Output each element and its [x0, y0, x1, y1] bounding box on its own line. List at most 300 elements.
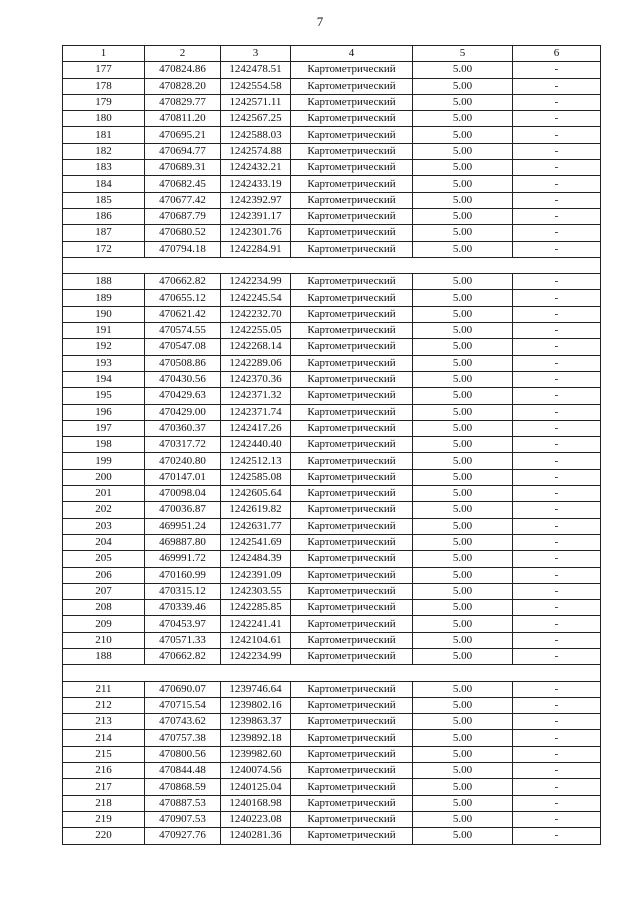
table-cell: 5.00	[413, 518, 513, 534]
table-cell: Картометрический	[291, 567, 413, 583]
table-cell: -	[513, 404, 601, 420]
table-cell: 5.00	[413, 274, 513, 290]
table-cell: -	[513, 551, 601, 567]
table-row	[63, 62, 601, 78]
table-cell: 470694.77	[145, 143, 221, 159]
table-cell: 1242567.25	[221, 111, 291, 127]
table-cell: 215	[63, 746, 145, 762]
table-cell: 5.00	[413, 208, 513, 224]
table-cell: 470453.97	[145, 616, 221, 632]
table-cell: -	[513, 388, 601, 404]
table-cell: 1242440.40	[221, 437, 291, 453]
table-cell: Картометрический	[291, 502, 413, 518]
table-row	[63, 583, 601, 599]
table-row	[63, 779, 601, 795]
table-cell: 1242605.64	[221, 486, 291, 502]
table-cell: 1242303.55	[221, 583, 291, 599]
table-cell: 191	[63, 323, 145, 339]
table-cell: 1239863.37	[221, 714, 291, 730]
table-cell: 5.00	[413, 551, 513, 567]
table-row	[63, 518, 601, 534]
table-cell: -	[513, 62, 601, 78]
table-cell: 1242232.70	[221, 306, 291, 322]
table-cell: 470315.12	[145, 583, 221, 599]
coordinates-table	[62, 45, 601, 845]
column-header: 3	[221, 46, 291, 62]
table-cell: Картометрический	[291, 714, 413, 730]
table-cell: -	[513, 486, 601, 502]
table-cell: 208	[63, 600, 145, 616]
table-cell: 470240.80	[145, 453, 221, 469]
table-cell: Картометрический	[291, 811, 413, 827]
table-cell: Картометрический	[291, 111, 413, 127]
table-cell: 5.00	[413, 502, 513, 518]
table-cell: 5.00	[413, 763, 513, 779]
table-cell: -	[513, 339, 601, 355]
table-cell: Картометрический	[291, 290, 413, 306]
table-cell: Картометрический	[291, 388, 413, 404]
table-row	[63, 274, 601, 290]
table-cell: Картометрический	[291, 518, 413, 534]
table-cell: Картометрический	[291, 697, 413, 713]
column-header: 2	[145, 46, 221, 62]
table-cell: 190	[63, 306, 145, 322]
table-cell: -	[513, 534, 601, 550]
table-cell: 470574.55	[145, 323, 221, 339]
table-cell: Картометрический	[291, 681, 413, 697]
table-cell: 469887.80	[145, 534, 221, 550]
table-row	[63, 486, 601, 502]
table-cell: 5.00	[413, 127, 513, 143]
table-cell: 203	[63, 518, 145, 534]
table-cell: -	[513, 469, 601, 485]
table-cell: 184	[63, 176, 145, 192]
table-cell: Картометрический	[291, 208, 413, 224]
column-header: 4	[291, 46, 413, 62]
table-cell: 470508.86	[145, 355, 221, 371]
table-row	[63, 160, 601, 176]
table-row	[63, 828, 601, 844]
table-cell: 218	[63, 795, 145, 811]
table-cell: 177	[63, 62, 145, 78]
table-cell: 207	[63, 583, 145, 599]
table-cell: 470824.86	[145, 62, 221, 78]
table-cell: 5.00	[413, 779, 513, 795]
table-cell: -	[513, 290, 601, 306]
table-cell: -	[513, 274, 601, 290]
table-row	[63, 225, 601, 241]
table-cell: Картометрический	[291, 730, 413, 746]
table-row	[63, 339, 601, 355]
table-cell: 5.00	[413, 420, 513, 436]
table-cell: 1242301.76	[221, 225, 291, 241]
table-cell: 5.00	[413, 94, 513, 110]
table-cell: 470682.45	[145, 176, 221, 192]
table-cell: 200	[63, 469, 145, 485]
table-cell: Картометрический	[291, 323, 413, 339]
table-row	[63, 746, 601, 762]
table-cell: 1239892.18	[221, 730, 291, 746]
table-cell: 189	[63, 290, 145, 306]
table-cell: -	[513, 371, 601, 387]
table-cell: 1242433.19	[221, 176, 291, 192]
table-row	[63, 208, 601, 224]
table-cell: 194	[63, 371, 145, 387]
table-cell: -	[513, 143, 601, 159]
table-cell: 470907.53	[145, 811, 221, 827]
table-row	[63, 127, 601, 143]
table-cell: 470662.82	[145, 274, 221, 290]
table-cell: -	[513, 616, 601, 632]
table-cell: Картометрический	[291, 486, 413, 502]
table-row	[63, 551, 601, 567]
table-cell: 470429.63	[145, 388, 221, 404]
table-row	[63, 437, 601, 453]
table-cell: Картометрический	[291, 241, 413, 257]
table-cell: 5.00	[413, 404, 513, 420]
table-cell: 1242370.36	[221, 371, 291, 387]
table-cell: 470828.20	[145, 78, 221, 94]
table-cell: 209	[63, 616, 145, 632]
table-cell: 470887.53	[145, 795, 221, 811]
table-cell: Картометрический	[291, 62, 413, 78]
separator-cell	[63, 665, 601, 681]
table-cell: 470689.31	[145, 160, 221, 176]
table-cell: 1242289.06	[221, 355, 291, 371]
table-row	[63, 371, 601, 387]
table-cell: 470794.18	[145, 241, 221, 257]
table-cell: -	[513, 94, 601, 110]
table-cell: 470677.42	[145, 192, 221, 208]
table-cell: 1242541.69	[221, 534, 291, 550]
table-cell: 5.00	[413, 371, 513, 387]
table-cell: 196	[63, 404, 145, 420]
table-cell: 178	[63, 78, 145, 94]
table-cell: 470757.38	[145, 730, 221, 746]
table-row	[63, 404, 601, 420]
table-cell: 5.00	[413, 583, 513, 599]
table-cell: 5.00	[413, 697, 513, 713]
table-row	[63, 94, 601, 110]
table-row	[63, 795, 601, 811]
table-cell: -	[513, 697, 601, 713]
column-header: 1	[63, 46, 145, 62]
table-row	[63, 388, 601, 404]
table-cell: 202	[63, 502, 145, 518]
table-row	[63, 143, 601, 159]
table-cell: Картометрический	[291, 94, 413, 110]
table-cell: -	[513, 225, 601, 241]
table-cell: 470147.01	[145, 469, 221, 485]
table-cell: 5.00	[413, 681, 513, 697]
table-cell: 5.00	[413, 306, 513, 322]
table-cell: 5.00	[413, 143, 513, 159]
table-cell: Картометрический	[291, 404, 413, 420]
table-cell: 470160.99	[145, 567, 221, 583]
table-cell: Картометрический	[291, 176, 413, 192]
table-cell: 211	[63, 681, 145, 697]
page-number: 7	[316, 14, 324, 29]
table-cell: 217	[63, 779, 145, 795]
table-cell: 210	[63, 632, 145, 648]
table-cell: 1242512.13	[221, 453, 291, 469]
table-cell: 185	[63, 192, 145, 208]
table-cell: -	[513, 437, 601, 453]
table-cell: -	[513, 78, 601, 94]
table-cell: -	[513, 811, 601, 827]
table-cell: 470547.08	[145, 339, 221, 355]
table-cell: -	[513, 518, 601, 534]
table-cell: 5.00	[413, 795, 513, 811]
table-cell: 470036.87	[145, 502, 221, 518]
column-header: 6	[513, 46, 601, 62]
table-cell: 1242478.51	[221, 62, 291, 78]
table-cell: 1242631.77	[221, 518, 291, 534]
table-row	[63, 714, 601, 730]
table-cell: -	[513, 600, 601, 616]
table-cell: 186	[63, 208, 145, 224]
table-cell: Картометрический	[291, 469, 413, 485]
separator-cell	[63, 257, 601, 273]
table-cell: 214	[63, 730, 145, 746]
table-row	[63, 763, 601, 779]
table-cell: Картометрический	[291, 746, 413, 762]
table-cell: 1240281.36	[221, 828, 291, 844]
table-cell: Картометрический	[291, 339, 413, 355]
table-cell: 188	[63, 274, 145, 290]
table-cell: 5.00	[413, 746, 513, 762]
table-cell: 1242588.03	[221, 127, 291, 143]
table-row	[63, 323, 601, 339]
table-row	[63, 600, 601, 616]
table-row	[63, 176, 601, 192]
table-row	[63, 648, 601, 664]
table-cell: Картометрический	[291, 632, 413, 648]
table-cell: 1240125.04	[221, 779, 291, 795]
table-cell: Картометрический	[291, 828, 413, 844]
table-cell: Картометрический	[291, 453, 413, 469]
table-cell: Картометрический	[291, 306, 413, 322]
table-cell: 5.00	[413, 616, 513, 632]
table-cell: -	[513, 208, 601, 224]
table-cell: 470098.04	[145, 486, 221, 502]
table-cell: 1242104.61	[221, 632, 291, 648]
table-cell: 5.00	[413, 388, 513, 404]
table-cell: 1242245.54	[221, 290, 291, 306]
table-cell: 1242484.39	[221, 551, 291, 567]
table-cell: -	[513, 730, 601, 746]
table-cell: 5.00	[413, 632, 513, 648]
table-cell: Картометрический	[291, 795, 413, 811]
table-row	[63, 290, 601, 306]
table-cell: 470429.00	[145, 404, 221, 420]
table-cell: Картометрический	[291, 225, 413, 241]
table-cell: 470655.12	[145, 290, 221, 306]
table-cell: 1242371.74	[221, 404, 291, 420]
table-cell: 197	[63, 420, 145, 436]
table-cell: -	[513, 192, 601, 208]
table-cell: 195	[63, 388, 145, 404]
table-cell: 1242574.88	[221, 143, 291, 159]
table-cell: 470743.62	[145, 714, 221, 730]
table-cell: 5.00	[413, 730, 513, 746]
table-cell: -	[513, 306, 601, 322]
table-cell: 187	[63, 225, 145, 241]
table-cell: Картометрический	[291, 355, 413, 371]
table-row	[63, 632, 601, 648]
table-cell: 5.00	[413, 486, 513, 502]
table-cell: -	[513, 355, 601, 371]
table-cell: Картометрический	[291, 600, 413, 616]
table-cell: 1239802.16	[221, 697, 291, 713]
table-cell: 1242391.09	[221, 567, 291, 583]
table-cell: 188	[63, 648, 145, 664]
table-cell: 5.00	[413, 323, 513, 339]
table-cell: 5.00	[413, 78, 513, 94]
table-cell: 219	[63, 811, 145, 827]
table-cell: 470715.54	[145, 697, 221, 713]
table-cell: -	[513, 746, 601, 762]
table-row	[63, 241, 601, 257]
table-cell: 172	[63, 241, 145, 257]
table-body	[63, 62, 601, 844]
table-header-row	[63, 46, 601, 62]
group-separator-row	[63, 665, 601, 681]
table-cell: 470317.72	[145, 437, 221, 453]
table-cell: 5.00	[413, 339, 513, 355]
table-cell: 1239746.64	[221, 681, 291, 697]
table-cell: Картометрический	[291, 583, 413, 599]
table-cell: -	[513, 323, 601, 339]
table-cell: Картометрический	[291, 274, 413, 290]
table-cell: 199	[63, 453, 145, 469]
table-cell: 470662.82	[145, 648, 221, 664]
table-cell: 470800.56	[145, 746, 221, 762]
table-cell: 206	[63, 567, 145, 583]
table-cell: 1242554.58	[221, 78, 291, 94]
table-cell: 180	[63, 111, 145, 127]
table-row	[63, 469, 601, 485]
table-cell: -	[513, 648, 601, 664]
table-cell: -	[513, 127, 601, 143]
table-cell: -	[513, 453, 601, 469]
table-cell: 1242234.99	[221, 274, 291, 290]
table-cell: -	[513, 111, 601, 127]
table-cell: Картометрический	[291, 143, 413, 159]
table-cell: 5.00	[413, 355, 513, 371]
table-cell: 1242234.99	[221, 648, 291, 664]
table-cell: 470430.56	[145, 371, 221, 387]
table-cell: 181	[63, 127, 145, 143]
table-cell: 470844.48	[145, 763, 221, 779]
table-cell: 5.00	[413, 567, 513, 583]
table-cell: -	[513, 681, 601, 697]
table-cell: 470339.46	[145, 600, 221, 616]
table-cell: 5.00	[413, 469, 513, 485]
table-row	[63, 616, 601, 632]
table-cell: 470811.20	[145, 111, 221, 127]
table-cell: 1242284.91	[221, 241, 291, 257]
table-cell: 470695.21	[145, 127, 221, 143]
table-cell: 205	[63, 551, 145, 567]
table-row	[63, 811, 601, 827]
table-cell: 183	[63, 160, 145, 176]
table-cell: -	[513, 502, 601, 518]
table-cell: 1242571.11	[221, 94, 291, 110]
table-cell: 201	[63, 486, 145, 502]
table-row	[63, 534, 601, 550]
table-cell: 5.00	[413, 828, 513, 844]
table-row	[63, 78, 601, 94]
table-cell: 5.00	[413, 437, 513, 453]
table-cell: -	[513, 763, 601, 779]
table-row	[63, 697, 601, 713]
table-cell: 470680.52	[145, 225, 221, 241]
table-row	[63, 453, 601, 469]
table-cell: 213	[63, 714, 145, 730]
table-cell: 204	[63, 534, 145, 550]
table-cell: Картометрический	[291, 192, 413, 208]
table-cell: 5.00	[413, 534, 513, 550]
table-cell: 220	[63, 828, 145, 844]
table-cell: 216	[63, 763, 145, 779]
table-cell: 5.00	[413, 111, 513, 127]
table-cell: 212	[63, 697, 145, 713]
table-cell: 470868.59	[145, 779, 221, 795]
table-cell: 1242371.32	[221, 388, 291, 404]
table-cell: -	[513, 420, 601, 436]
table-cell: 193	[63, 355, 145, 371]
table-row	[63, 355, 601, 371]
table-cell: Картометрический	[291, 127, 413, 143]
table-cell: Картометрический	[291, 616, 413, 632]
table-cell: -	[513, 828, 601, 844]
table-cell: 5.00	[413, 62, 513, 78]
table-cell: 470571.33	[145, 632, 221, 648]
table-cell: 1242391.17	[221, 208, 291, 224]
group-separator-row	[63, 257, 601, 273]
table-cell: 1239982.60	[221, 746, 291, 762]
table-cell: Картометрический	[291, 437, 413, 453]
table-cell: 470690.07	[145, 681, 221, 697]
table-cell: 1240223.08	[221, 811, 291, 827]
column-header: 5	[413, 46, 513, 62]
table-cell: Картометрический	[291, 371, 413, 387]
table-cell: 1242392.97	[221, 192, 291, 208]
table-row	[63, 681, 601, 697]
table-cell: 5.00	[413, 648, 513, 664]
table-cell: 1242268.14	[221, 339, 291, 355]
table-cell: Картометрический	[291, 779, 413, 795]
table-cell: -	[513, 583, 601, 599]
table-row	[63, 192, 601, 208]
table-cell: 198	[63, 437, 145, 453]
table-cell: 192	[63, 339, 145, 355]
table-cell: 5.00	[413, 811, 513, 827]
table-cell: 1242255.05	[221, 323, 291, 339]
table-cell: 469991.72	[145, 551, 221, 567]
table-cell: Картометрический	[291, 551, 413, 567]
table-cell: -	[513, 567, 601, 583]
table-row	[63, 730, 601, 746]
table-cell: 1242619.82	[221, 502, 291, 518]
table-cell: Картометрический	[291, 648, 413, 664]
table-row	[63, 306, 601, 322]
table-cell: -	[513, 714, 601, 730]
table-row	[63, 502, 601, 518]
table-cell: 5.00	[413, 225, 513, 241]
table-cell: 182	[63, 143, 145, 159]
